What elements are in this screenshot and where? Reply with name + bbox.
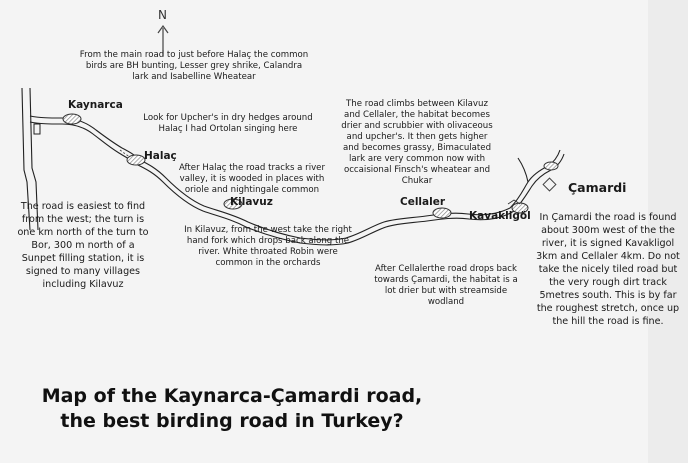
place-cellaler: Cellaler: [400, 196, 446, 208]
note-line: From the main road to just before Halaç the common: [79, 50, 309, 60]
map-title-line-1: Map of the Kaynarca-Çamardi road,: [41, 385, 423, 407]
note-line: 3km and Cellaler 4km. Do not: [536, 251, 680, 262]
note-line: The road climbs between Kilavuz: [346, 99, 488, 109]
note-line: oriole and nightingale common: [184, 185, 320, 195]
note-after-halac: [166, 163, 338, 196]
note-line: 5metres south. This is by far: [539, 290, 677, 301]
note-line: After Halaç the road tracks a river: [178, 163, 325, 173]
place-kavakligol: Kavakligöl: [469, 210, 531, 222]
note-line: and upcher's. It then gets higher: [346, 132, 488, 142]
note-line: river, it is signed Kavakligol: [541, 238, 675, 249]
note-climbs: [330, 99, 504, 187]
place-kilavuz: Kilavuz: [230, 196, 273, 208]
note-line: lark are very common now with: [348, 154, 486, 164]
village-halac-icon: [127, 155, 145, 165]
note-line: Bor, 300 m north of a: [31, 240, 135, 251]
note-line: the very rough dirt track: [549, 277, 667, 288]
note-line: hand fork which drops back along the: [186, 236, 350, 246]
note-line: The road is easiest to find: [20, 201, 146, 212]
village-camardi-icon: [544, 162, 558, 170]
note-line: take the nicely tiled road but: [538, 264, 678, 275]
note-in-camardi: [528, 211, 688, 328]
note-easiest: [4, 200, 162, 291]
note-line: lark and Isabelline Wheatear: [132, 72, 256, 82]
note-line: the hill the road is fine.: [552, 316, 664, 327]
note-line: In Kilavuz, from the west take the right: [184, 225, 352, 235]
note-line: the roughest stretch, once up: [536, 303, 680, 314]
place-kaynarca: Kaynarca: [68, 99, 123, 111]
note-line: common in the orchards: [215, 258, 321, 268]
place-halac: Halaç: [144, 150, 177, 162]
note-upcher: [138, 113, 318, 135]
village-cellaler-icon: [433, 208, 451, 218]
note-line: Chukar: [401, 176, 433, 186]
note-line: wodland: [427, 297, 465, 307]
note-line: drier and scrubbier with olivaceous: [341, 121, 493, 131]
note-line: towards Çamardi, the habitat is a: [374, 275, 518, 285]
note-line: Sunpet filling station, it is: [21, 253, 145, 264]
note-line: Halaç I had Ortolan singing here: [158, 124, 298, 134]
note-line: occaisional Finsch's wheatear and: [343, 165, 491, 175]
note-line: and Cellaler, the habitat becomes: [344, 110, 490, 120]
note-line: signed to many villages: [25, 266, 141, 277]
note-line: birds are BH bunting, Lesser grey shrike, Calandra: [85, 61, 303, 71]
note-line: including Kilavuz: [42, 279, 124, 290]
note-line: In Çamardi the road is found: [539, 212, 677, 223]
note-line: river. White throated Robin were: [198, 247, 338, 257]
note-line: Look for Upcher's in dry hedges around: [143, 113, 313, 123]
note-line: After Cellalerthe road drops back: [375, 264, 517, 274]
note-line: lot drier but with streamside: [384, 286, 508, 296]
note-line: one km north of the turn to: [17, 227, 149, 238]
note-main-road: [70, 50, 318, 83]
place-camardi: Çamardi: [568, 180, 627, 195]
map-title-line-2: the best birding road in Turkey?: [60, 410, 404, 432]
note-after-cellaler: [364, 264, 528, 308]
note-line: and becomes grassy, Bimaculated: [342, 143, 492, 153]
note-line: about 300m west of the the: [541, 225, 675, 236]
village-kaynarca-icon: [63, 114, 81, 124]
note-line: valley, it is wooded in places with: [179, 174, 325, 184]
note-line: from the west; the turn is: [21, 214, 145, 225]
note-in-kilavuz: [176, 225, 360, 269]
map-title: [22, 384, 442, 434]
north-label: N: [158, 8, 167, 22]
